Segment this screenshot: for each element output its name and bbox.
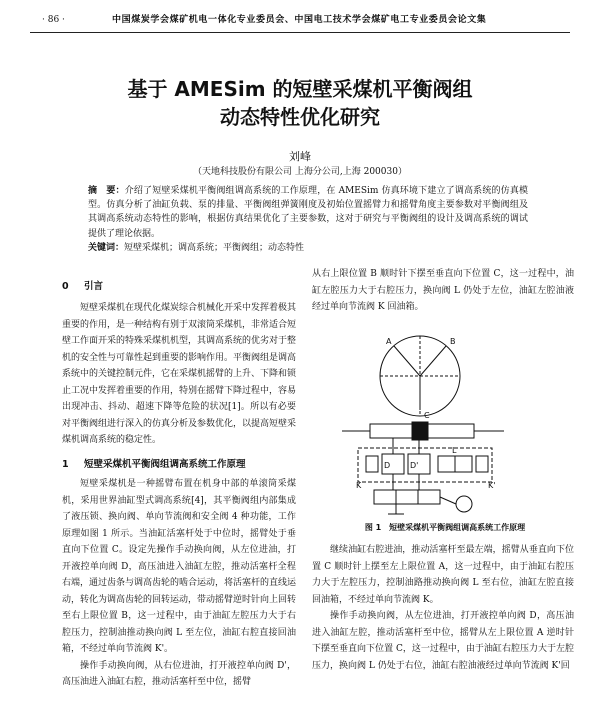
hydraulic-line	[440, 497, 456, 504]
paragraph: 短壁采煤机在现代化煤炭综合机械化开采中发挥着极其重要的作用，是一种结构有别于双滚筒采煤机，非常适合短壁工作面开采的特殊采煤机机型，其调高系统的优劣对于整机的安全性与可靠性起到重要的影响作用。平衡阀组是调高系统中的关键控制元件，它在采煤机摇臂的上升、下降和锁止工况中发挥着重要的作用，特别在摇臂下降过程中，容易出现冲击、抖动、超速下降等危险的状况[1]。所以有必要对平衡阀组进行深入的仿真分析及参数优化，以提高短壁采煤机调高系统的稳定性。	[62, 303, 297, 445]
keywords	[88, 241, 528, 255]
author: 刘峰	[289, 150, 311, 163]
affiliation: （天地科技股份有限公司 上海分公司,上海 200030）	[193, 167, 407, 177]
keywords-text: 短壁采煤机；调高系统；平衡阀组；动态特性	[124, 243, 305, 253]
arm-position-a	[394, 346, 420, 376]
section-title: 引言	[84, 281, 104, 292]
abstract-text: 介绍了短壁采煤机平衡阀组调高系统的工作原理，在 AMESim 仿真环境下建立了调高系统的仿真模型。仿真分析了油缸负载、泵的排量、平衡阀组弹簧刚度及初始位置摇臂力和摇臂角度主要参数对平衡阀组及其调高系统动态特性的影响，根据仿真结果优化了主要参数，这对于研究与平衡阀组的设计及调高系统的调试提供了理论依据。	[88, 186, 528, 239]
abstract-label: 摘 要：	[88, 186, 125, 196]
paragraph: 从右上限位置 B 顺时针下摆至垂直向下位置 C，这一过程中，油缸左腔压力大于右腔压力，换向阀 L 仍处于左位，油缸左腔油液经过单向节流阀 K 回油箱。	[312, 269, 574, 312]
paragraph: 继续油缸右腔进油，推动活塞杆至最左端，摇臂从垂直向下位置 C 顺时针上摆至左上限位置 A，这一过程中，由于油缸右腔压力大于左腔压力，控制油路推动换向阀 L 至右位，油缸左腔直接回油箱，不经过单向节流阀 K。	[312, 545, 574, 605]
section-title: 短壁采煤机平衡阀组调高系统工作原理	[84, 459, 246, 470]
label-l: L	[452, 446, 457, 455]
arm-position-b	[420, 346, 446, 376]
right-column-top-paragraph	[312, 266, 574, 316]
article-title-line2: 动态特性优化研究	[220, 105, 380, 129]
manual-directional-valve	[374, 490, 440, 504]
cylinder-piston	[412, 422, 428, 440]
label-k2: K'	[488, 481, 496, 490]
label-c: C	[424, 411, 430, 420]
figure-1	[312, 328, 574, 518]
section-number: 1	[62, 459, 69, 470]
running-title: 中国煤炭学会煤矿机电一体化专业委员会、中国电工技术学会煤矿电工专业委员会论文集	[112, 15, 487, 25]
pump	[456, 496, 472, 512]
label-d2: D'	[410, 461, 419, 470]
header-rule	[30, 32, 570, 33]
figure-caption: 图 1 短壁采煤机平衡阀组调高系统工作原理	[364, 523, 526, 532]
section-heading-principle	[62, 456, 246, 470]
page-number: · 86 ·	[42, 15, 65, 25]
keywords-label: 关键词：	[88, 243, 125, 253]
abstract	[88, 184, 528, 241]
paragraph: 短壁采煤机是一种摇臂布置在机身中部的单滚筒采煤机，采用世界油缸型式调高系统[4]，其平衡阀组内部集成了液压锁、换向阀、单向节流阀和安全阀 4 种功能，工作原理如图 1 所示。当油缸活塞杆处于中位时，摇臂处于垂直向下位置 C。设定先操作手动换向阀，从左位进油，打开液控单向阀 D，高压油进入油缸左腔，推动活塞杆全程右端，通过齿条与调高齿轮的啮合运动，将活塞杆的直线运动，转化为调高齿轮的回转运动，带动摇臂逆时针向上回转至右上限位置 B，这一过程中，由于油缸左腔压力大于右腔压力，控制油推动换向阀 L 至左位，油缸右腔直接回油箱，不经过单向节流阀 K'。	[62, 479, 297, 654]
paragraph: 操作手动换向阀，从左位进油，打开液控单向阀 D，高压油进入油缸左腔，推动活塞杆至中位，摇臂从左上限位置 A 逆时针下摆至垂直向下位置 C，这一过程中，由于油缸右腔压力大于左腔压力，换向阀 L 仍处于右位，油缸右腔油液经过单向节流阀 K'回	[312, 611, 574, 671]
article-title-line1: 基于 AMESim 的短壁采煤机平衡阀组	[127, 77, 473, 101]
throttle-valve-k2	[476, 456, 488, 472]
paragraph: 操作手动换向阀，从右位进油，打开液控单向阀 D'，高压油进入油缸右腔，推动活塞杆至中位，摇臂	[62, 660, 296, 687]
right-column-bottom-paragraphs	[312, 542, 574, 674]
throttle-valve-k	[366, 456, 378, 472]
label-k: K	[356, 481, 362, 490]
intro-paragraph	[62, 300, 296, 449]
principle-paragraphs	[62, 476, 296, 691]
label-a: A	[386, 337, 392, 346]
section-heading-intro	[62, 278, 103, 292]
label-b: B	[450, 337, 456, 346]
label-d: D	[384, 461, 391, 470]
hydraulic-schematic	[312, 328, 574, 518]
section-number: 0	[62, 281, 69, 292]
